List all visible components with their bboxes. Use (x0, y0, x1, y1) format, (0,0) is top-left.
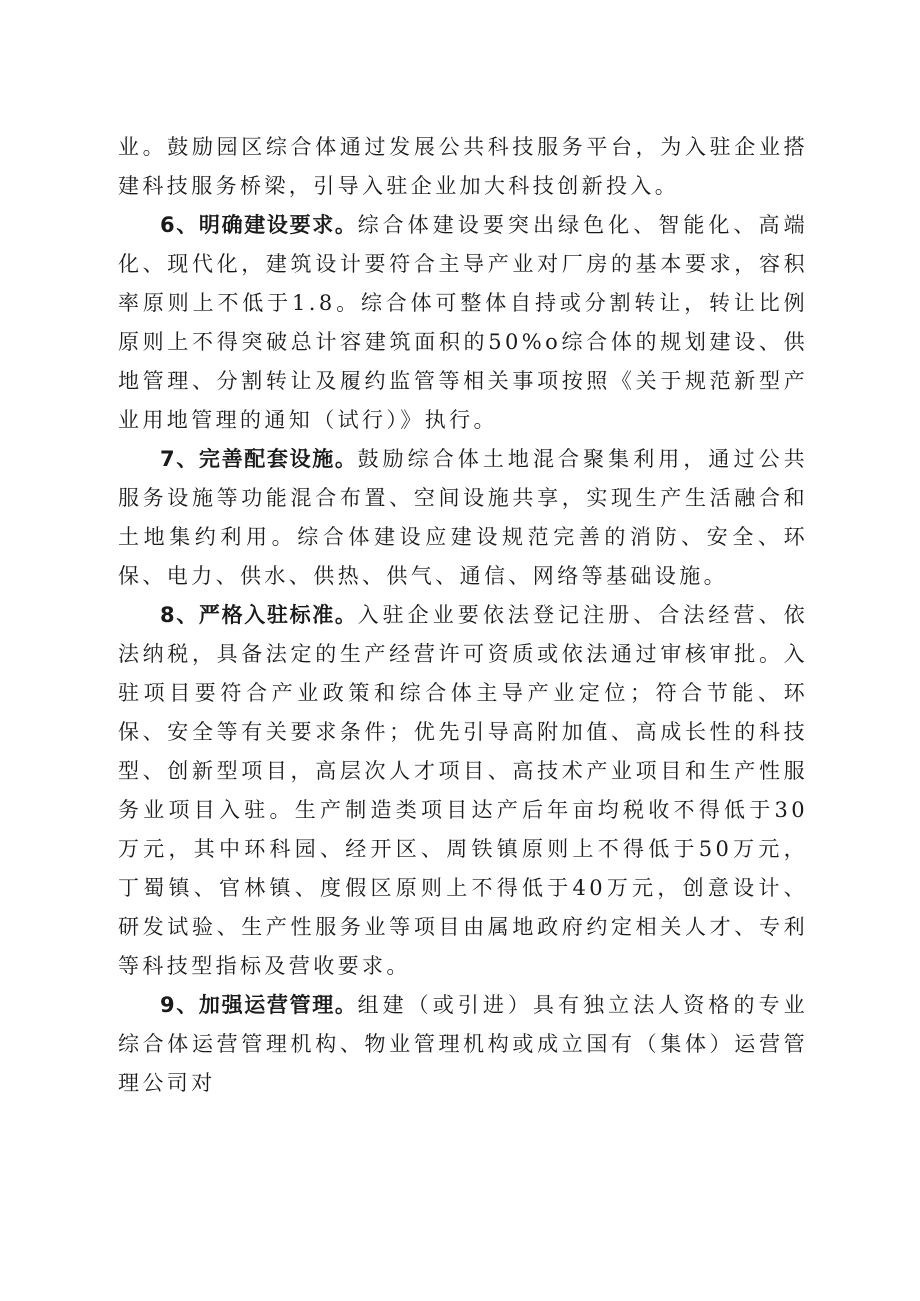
paragraph-text: 鼓励综合体土地混合聚集利用，通过公共服务设施等功能混合布置、空间设施共享，实现生产生活融合和土地集约利用。综合体建设应建设规范完善的消防、安全、环保、电力、供水、供热、供气、通信、网络等基础设施。 (118, 447, 808, 588)
paragraph-text: 入驻企业要依法登记注册、合法经营、依法纳税，具备法定的生产经营许可资质或依法通过审核审批。入驻项目要符合产业政策和综合体主导产业定位；符合节能、环保、安全等有关要求条件；优先引导高附加值、高成长性的科技型、创新型项目，高层次人才项目、高技术产业项目和生产性服务业项目入驻。生产制造类项目达产后年亩均税收不得低于30万元，其中环科园、经开区、周铁镇原则上不得低于50万元，丁蜀镇、官林镇、度假区原则上不得低于40万元，创意设计、研发试验、生产性服务业等项目由属地政府约定相关人才、专利等科技型指标及营收要求。 (118, 603, 808, 978)
paragraph-heading: 6、明确建设要求。 (160, 213, 358, 237)
paragraph-item-6 (118, 206, 808, 440)
document-body (118, 128, 808, 1103)
paragraph-heading: 9、加强运营管理。 (160, 993, 358, 1017)
paragraph-heading: 7、完善配套设施。 (160, 447, 358, 471)
paragraph-item-7 (118, 440, 808, 596)
paragraph-heading: 8、严格入驻标准。 (160, 603, 358, 627)
paragraph-item-8 (118, 596, 808, 986)
paragraph-text: 综合体建设要突出绿色化、智能化、高端化、现代化，建筑设计要符合主导产业对厂房的基本要求，容积率原则上不低于1.8。综合体可整体自持或分割转让，转让比例原则上不得突破总计容建筑面积的50%o综合体的规划建设、供地管理、分割转让及履约监管等相关事项按照《关于规范新型产业用地管理的通知（试行）》执行。 (118, 213, 808, 432)
paragraph-item-9 (118, 986, 808, 1103)
paragraph-text: 业。鼓励园区综合体通过发展公共科技服务平台，为入驻企业搭建科技服务桥梁，引导入驻企业加大科技创新投入。 (118, 135, 808, 198)
paragraph-continuation (118, 128, 808, 206)
paragraph-text: 组建（或引进）具有独立法人资格的专业综合体运营管理机构、物业管理机构或成立国有（集体）运营管理公司对 (118, 993, 808, 1095)
